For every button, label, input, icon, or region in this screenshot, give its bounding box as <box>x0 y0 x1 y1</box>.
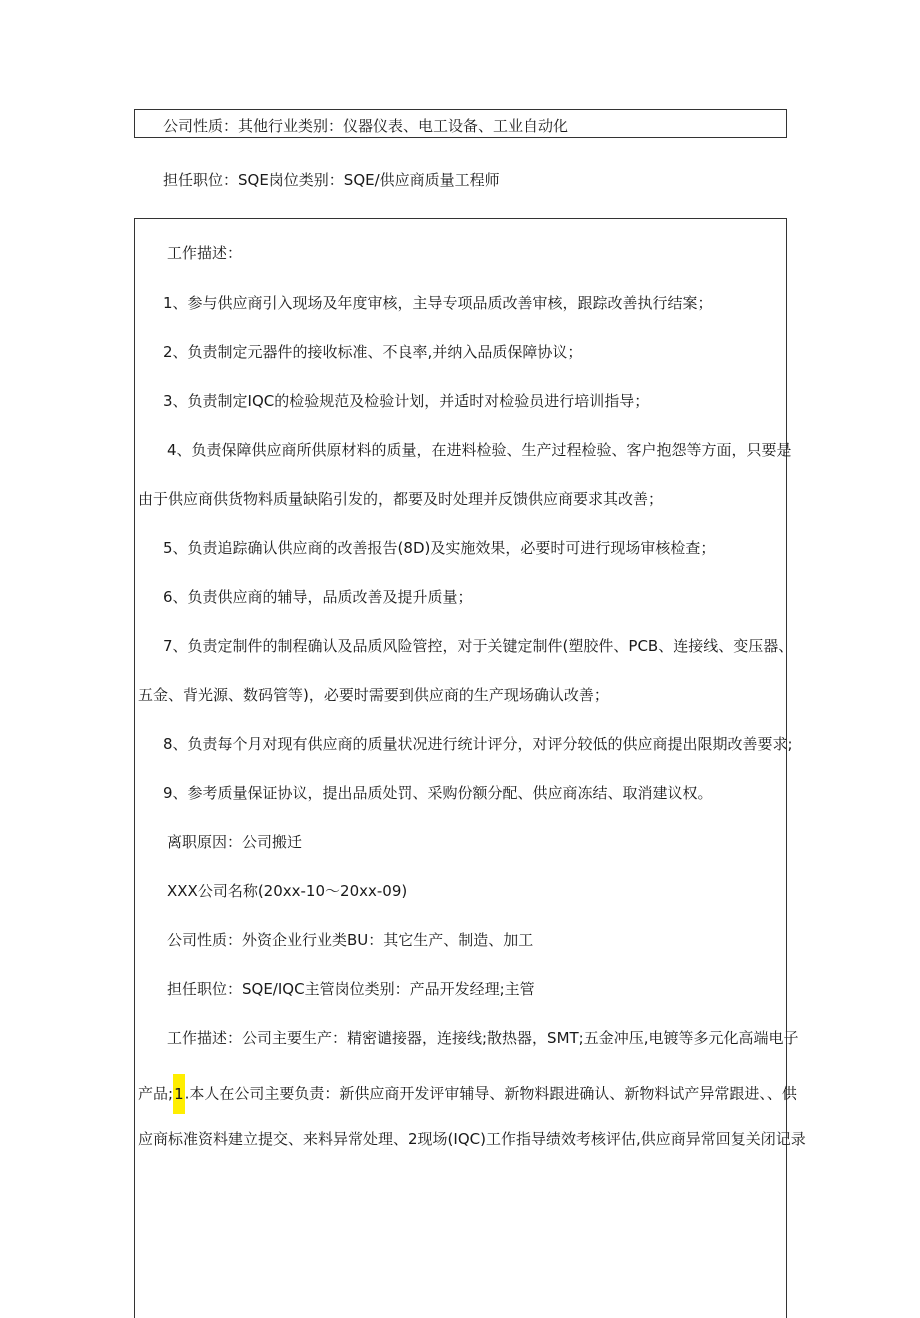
job1-item-4: 4、负责保障供应商所供原材料的质量，在进料检验、生产过程检验、客户抱怨等方面，只要是 <box>167 441 792 459</box>
job1-item-6: 6、负责供应商的辅导，品质改善及提升质量； <box>163 588 473 606</box>
job2-nature: 公司性质：外资企业行业类BU：其它生产、制造、加工 <box>167 931 534 949</box>
job1-item-7: 7、负责定制件的制程确认及品质风险管控，对于关键定制件(塑胶件、PCB、连接线、变压器、 <box>163 637 794 655</box>
position-text: 担任职位：SQE岗位类别：SQE/供应商质量工程师 <box>163 171 500 189</box>
job1-item-1: 1、参与供应商引入现场及年度审核，主导专项品质改善审核，跟踪改善执行结案； <box>163 294 713 312</box>
job1-item-5: 5、负责追踪确认供应商的改善报告(8D)及实施效果，必要时可进行现场审核检查； <box>163 539 716 557</box>
job2-desc-line2 <box>138 1074 797 1114</box>
job1-item-9: 9、参考质量保证协议，提出品质处罚、采购份额分配、供应商冻结、取消建议权。 <box>163 784 713 802</box>
job1-desc-label: 工作描述： <box>167 244 243 262</box>
job1-item-8: 8、负责每个月对现有供应商的质量状况进行统计评分，对评分较低的供应商提出限期改善要求; <box>163 735 793 753</box>
company-nature-text: 公司性质：其他行业类别：仪器仪表、电工设备、工业自动化 <box>163 117 569 135</box>
job2-position: 担任职位：SQE/IQC主管岗位类别：产品开发经理;主管 <box>167 980 535 998</box>
job1-leave-reason: 离职原因：公司搬迁 <box>167 833 303 851</box>
job2-desc-line2-rest: .本人在公司主要负责：新供应商开发评审辅导、新物料跟进确认、新物料试产异常跟进、、供 <box>184 1084 797 1103</box>
job-description-box <box>134 218 787 1318</box>
job2-company: XXX公司名称(20xx-10～20xx-09) <box>167 882 408 900</box>
job2-desc-line2-prefix: 产品; <box>138 1084 174 1103</box>
job1-item-4-cont: 由于供应商供货物料质量缺陷引发的，都要及时处理并反馈供应商要求其改善； <box>138 490 664 508</box>
job2-desc-line3: 应商标准资料建立提交、来料异常处理、2现场(IQC)工作指导绩效考核评估,供应商异常回复关闭记录 <box>138 1130 806 1148</box>
job2-desc-line1: 工作描述：公司主要生产：精密谴接器，连接线;散热器，SMT;五金冲压,电镀等多元化高端电子 <box>167 1029 799 1047</box>
job1-item-3: 3、负责制定IQC的检验规范及检验计划，并适时对检验员进行培训指导； <box>163 392 650 410</box>
job1-item-2: 2、负责制定元器件的接收标准、不良率,并纳入品质保障协议； <box>163 343 583 361</box>
highlighted-number: 1 <box>173 1074 185 1114</box>
job1-item-7-cont: 五金、背光源、数码管等)，必要时需要到供应商的生产现场确认改善； <box>138 686 609 704</box>
